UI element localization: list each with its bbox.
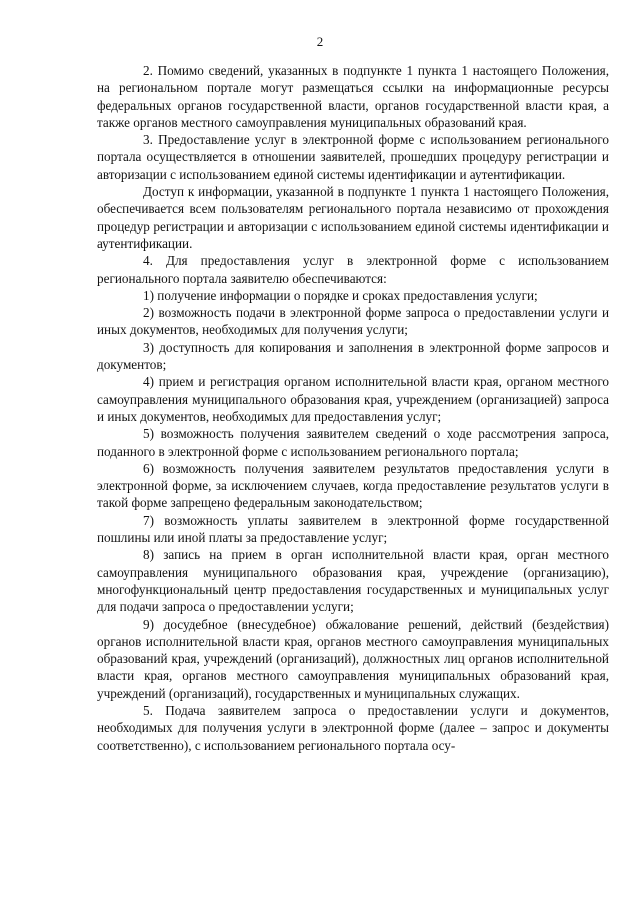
page-number: 2 [316,34,324,49]
document-body [97,62,609,754]
list-item-4: 4) прием и регистрация органом исполнительной власти края, органом местного самоуправления муниципального образования края, учреждением (организацией) запроса и иных документов, необходимых для предоставления услуг; [97,374,609,424]
list-item-9: 9) досудебное (внесудебное) обжалование решений, действий (бездействия) органов исполнительной власти края, органов местного самоуправления муниципальных образований края, учреждений (организаций), должностных лиц органов исполнительной власти края, органов местного самоуправления муниципальных образований края, учреждений (организаций), государственных и муниципальных служащих. [97,616,609,701]
paragraph-clause-2: 2. Помимо сведений, указанных в подпункте 1 пункта 1 настоящего Положения, на региональном портале могут размещаться ссылки на информационные ресурсы федеральных органов государственной власти, органов государственной власти края, а также органов местного самоуправления муниципальных образований края. [97,63,609,130]
paragraph-access-info: Доступ к информации, указанной в подпункте 1 пункта 1 настоящего Положения, обеспечивается всем пользователям регионального портала независимо от прохождения процедур регистрации и авторизации с использованием единой системы идентификации и аутентификации. [97,184,609,251]
paragraph-clause-5: 5. Подача заявителем запроса о предоставлении услуги и документов, необходимых для получения услуги в электронной форме (далее – запрос и документы соответственно), с использованием регионального портала осу- [97,702,609,753]
list-item-8: 8) запись на прием в орган исполнительной власти края, орган местного самоуправления муниципального образования края, учреждение (организацию), многофункциональный центр предоставления государственных и муниципальных услуг для подачи запроса о предоставлении услуги; [97,547,609,615]
list-item-6: 6) возможность получения заявителем результатов предоставления услуги в электронной форме, за исключением случаев, когда предоставление результатов услуги в такой форме запрещено федеральным законодательством; [97,460,609,511]
list-item-2: 2) возможность подачи в электронной форме запроса о предоставлении услуги и иных документов, необходимых для получения услуги; [97,305,609,338]
paragraph-clause-3: 3. Предоставление услуг в электронной форме с использованием регионального портала осуществляется в отношении заявителей, прошедших процедуру регистрации и авторизации с использованием единой системы идентификации и аутентификации. [97,132,609,182]
list-item-1: 1) получение информации о порядке и сроках предоставления услуги; [143,287,538,303]
list-item-5: 5) возможность получения заявителем сведений о ходе рассмотрения запроса, поданного в электронной форме с использованием регионального портала; [97,426,609,459]
list-item-7: 7) возможность уплаты заявителем в электронной форме государственной пошлины или иной платы за предоставление услуг; [97,512,609,546]
list-item-3: 3) доступность для копирования и заполнения в электронной форме запросов и документов; [97,339,609,373]
paragraph-clause-4: 4. Для предоставления услуг в электронной форме с использованием регионального портала заявителю обеспечиваются: [97,253,609,286]
